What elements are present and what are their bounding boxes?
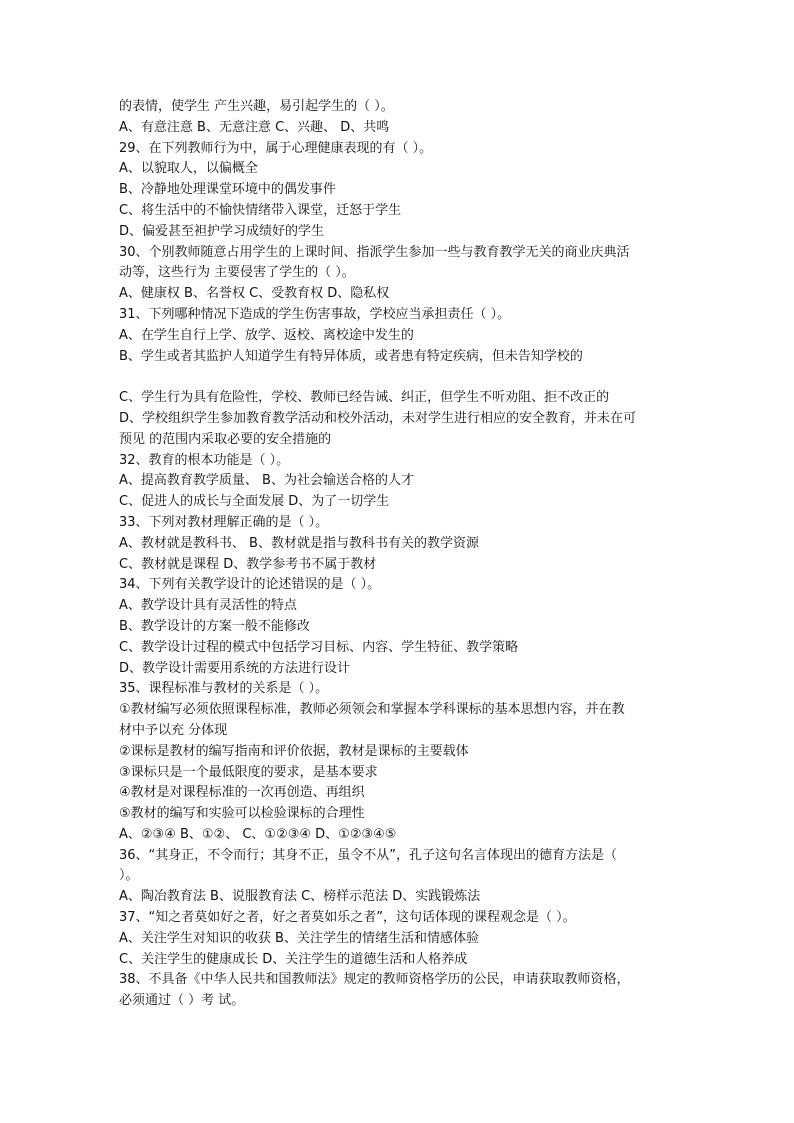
question-29: 29、在下列教师行为中，属于心理健康表现的有（ ）。 bbox=[119, 140, 433, 156]
option-b: B、冷静地处理课堂环境中的偶发事件 bbox=[119, 182, 336, 198]
statement-1-cont: 材中予以充 分体现 bbox=[119, 722, 228, 738]
question-33: 33、下列对教材理解正确的是（ ）。 bbox=[119, 514, 329, 530]
question-31: 31、下列哪种情况下造成的学生伤害事故，学校应当承担责任（ ）。 bbox=[119, 306, 511, 322]
option-d-cont: 预见 的范围内采取必要的安全措施的 bbox=[119, 431, 332, 447]
answer-options: C、促进人的成长与全面发展 D、为了一切学生 bbox=[119, 494, 390, 510]
question-36: 36、“其身正，不令而行；其身不正，虽令不从”，孔子这句名言体现出的德育方法是（ bbox=[119, 847, 618, 863]
option-b: B、学生或者其监护人知道学生有特异体质，或者患有特定疾病，但未告知学校的 bbox=[119, 348, 583, 364]
question-32: 32、教育的根本功能是（ ）。 bbox=[119, 452, 290, 468]
answer-options: C、教材就是课程 D、教学参考书不属于教材 bbox=[119, 556, 377, 572]
option-d: D、教学设计需要用系统的方法进行设计 bbox=[119, 660, 351, 676]
answer-options: A、关注学生对知识的收获 B、关注学生的情绪生活和情感体验 bbox=[119, 930, 479, 946]
statement-5: ⑤教材的编写和实验可以检验课标的合理性 bbox=[119, 806, 365, 822]
answer-options: C、关注学生的健康成长 D、关注学生的道德生活和人格养成 bbox=[119, 951, 468, 967]
option-a: A、在学生自行上学、放学、返校、离校途中发生的 bbox=[119, 327, 414, 343]
option-c: C、学生行为具有危险性，学校、教师已经告诫、纠正，但学生不听劝阻、拒不改正的 bbox=[119, 390, 610, 406]
option-b: B、教学设计的方案一般不能修改 bbox=[119, 618, 310, 634]
answer-options: A、教材就是教科书、 B、教材就是指与教科书有关的教学资源 bbox=[119, 535, 479, 551]
question-30-cont: 动等，这些行为 主要侵害了学生的（ ）。 bbox=[119, 265, 355, 281]
question-35: 35、课程标准与教材的关系是（ ）。 bbox=[119, 681, 329, 697]
answer-options: A、②③④ B、①②、 C、①②③④ D、①②③④⑤ bbox=[119, 826, 397, 842]
statement-3: ③课标只是一个最低限度的要求，是基本要求 bbox=[119, 764, 378, 780]
answer-options: A、陶冶教育法 B、说服教育法 C、榜样示范法 D、实践锻炼法 bbox=[119, 889, 481, 905]
question-37: 37、“知之者莫如好之者，好之者莫如乐之者”，这句话体现的课程观念是（ ）。 bbox=[119, 910, 576, 926]
text-line: 的表情，使学生 产生兴趣，易引起学生的（ ）。 bbox=[119, 99, 394, 114]
statement-2: ②课标是教材的编写指南和评价依据，教材是课标的主要载体 bbox=[119, 743, 469, 759]
question-38-cont: 必须通过（ ）考 试。 bbox=[119, 993, 245, 1009]
question-36-cont: ）。 bbox=[119, 868, 139, 884]
question-34: 34、下列有关教学设计的论述错误的是（ ）。 bbox=[119, 577, 381, 593]
statement-1: ①教材编写必须依照课程标准，教师必须领会和掌握本学科课标的基本思想内容，并在教 bbox=[119, 702, 625, 718]
answer-options: A、健康权 B、名誉权 C、受教育权 D、隐私权 bbox=[119, 286, 390, 302]
answer-options: A、有意注意 B、无意注意 C、兴趣、 D、共鸣 bbox=[119, 119, 390, 135]
question-30: 30、个别教师随意占用学生的上课时间、指派学生参加一些与教育教学无关的商业庆典活 bbox=[119, 244, 630, 260]
question-38: 38、不具备《中华人民共和国教师法》规定的教师资格学历的公民，申请获取教师资格， bbox=[119, 972, 630, 988]
option-d: D、学校组织学生参加教育教学活动和校外活动，未对学生进行相应的安全教育，并未在可 bbox=[119, 410, 637, 426]
option-c: C、教学设计过程的模式中包括学习目标、内容、学生特征、教学策略 bbox=[119, 639, 519, 655]
option-d: D、偏爱甚至袒护学习成绩好的学生 bbox=[119, 223, 325, 239]
document-body bbox=[119, 97, 679, 1012]
option-a: A、以貌取人，以偏概全 bbox=[119, 161, 258, 177]
option-c: C、将生活中的不愉快情绪带入课堂，迁怒于学生 bbox=[119, 202, 402, 218]
option-a: A、教学设计具有灵活性的特点 bbox=[119, 598, 297, 614]
blank-line bbox=[119, 367, 679, 388]
statement-4: ④教材是对课程标准的一次再创造、再组织 bbox=[119, 785, 365, 801]
answer-options: A、提高教育教学质量、 B、为社会输送合格的人才 bbox=[119, 473, 414, 489]
